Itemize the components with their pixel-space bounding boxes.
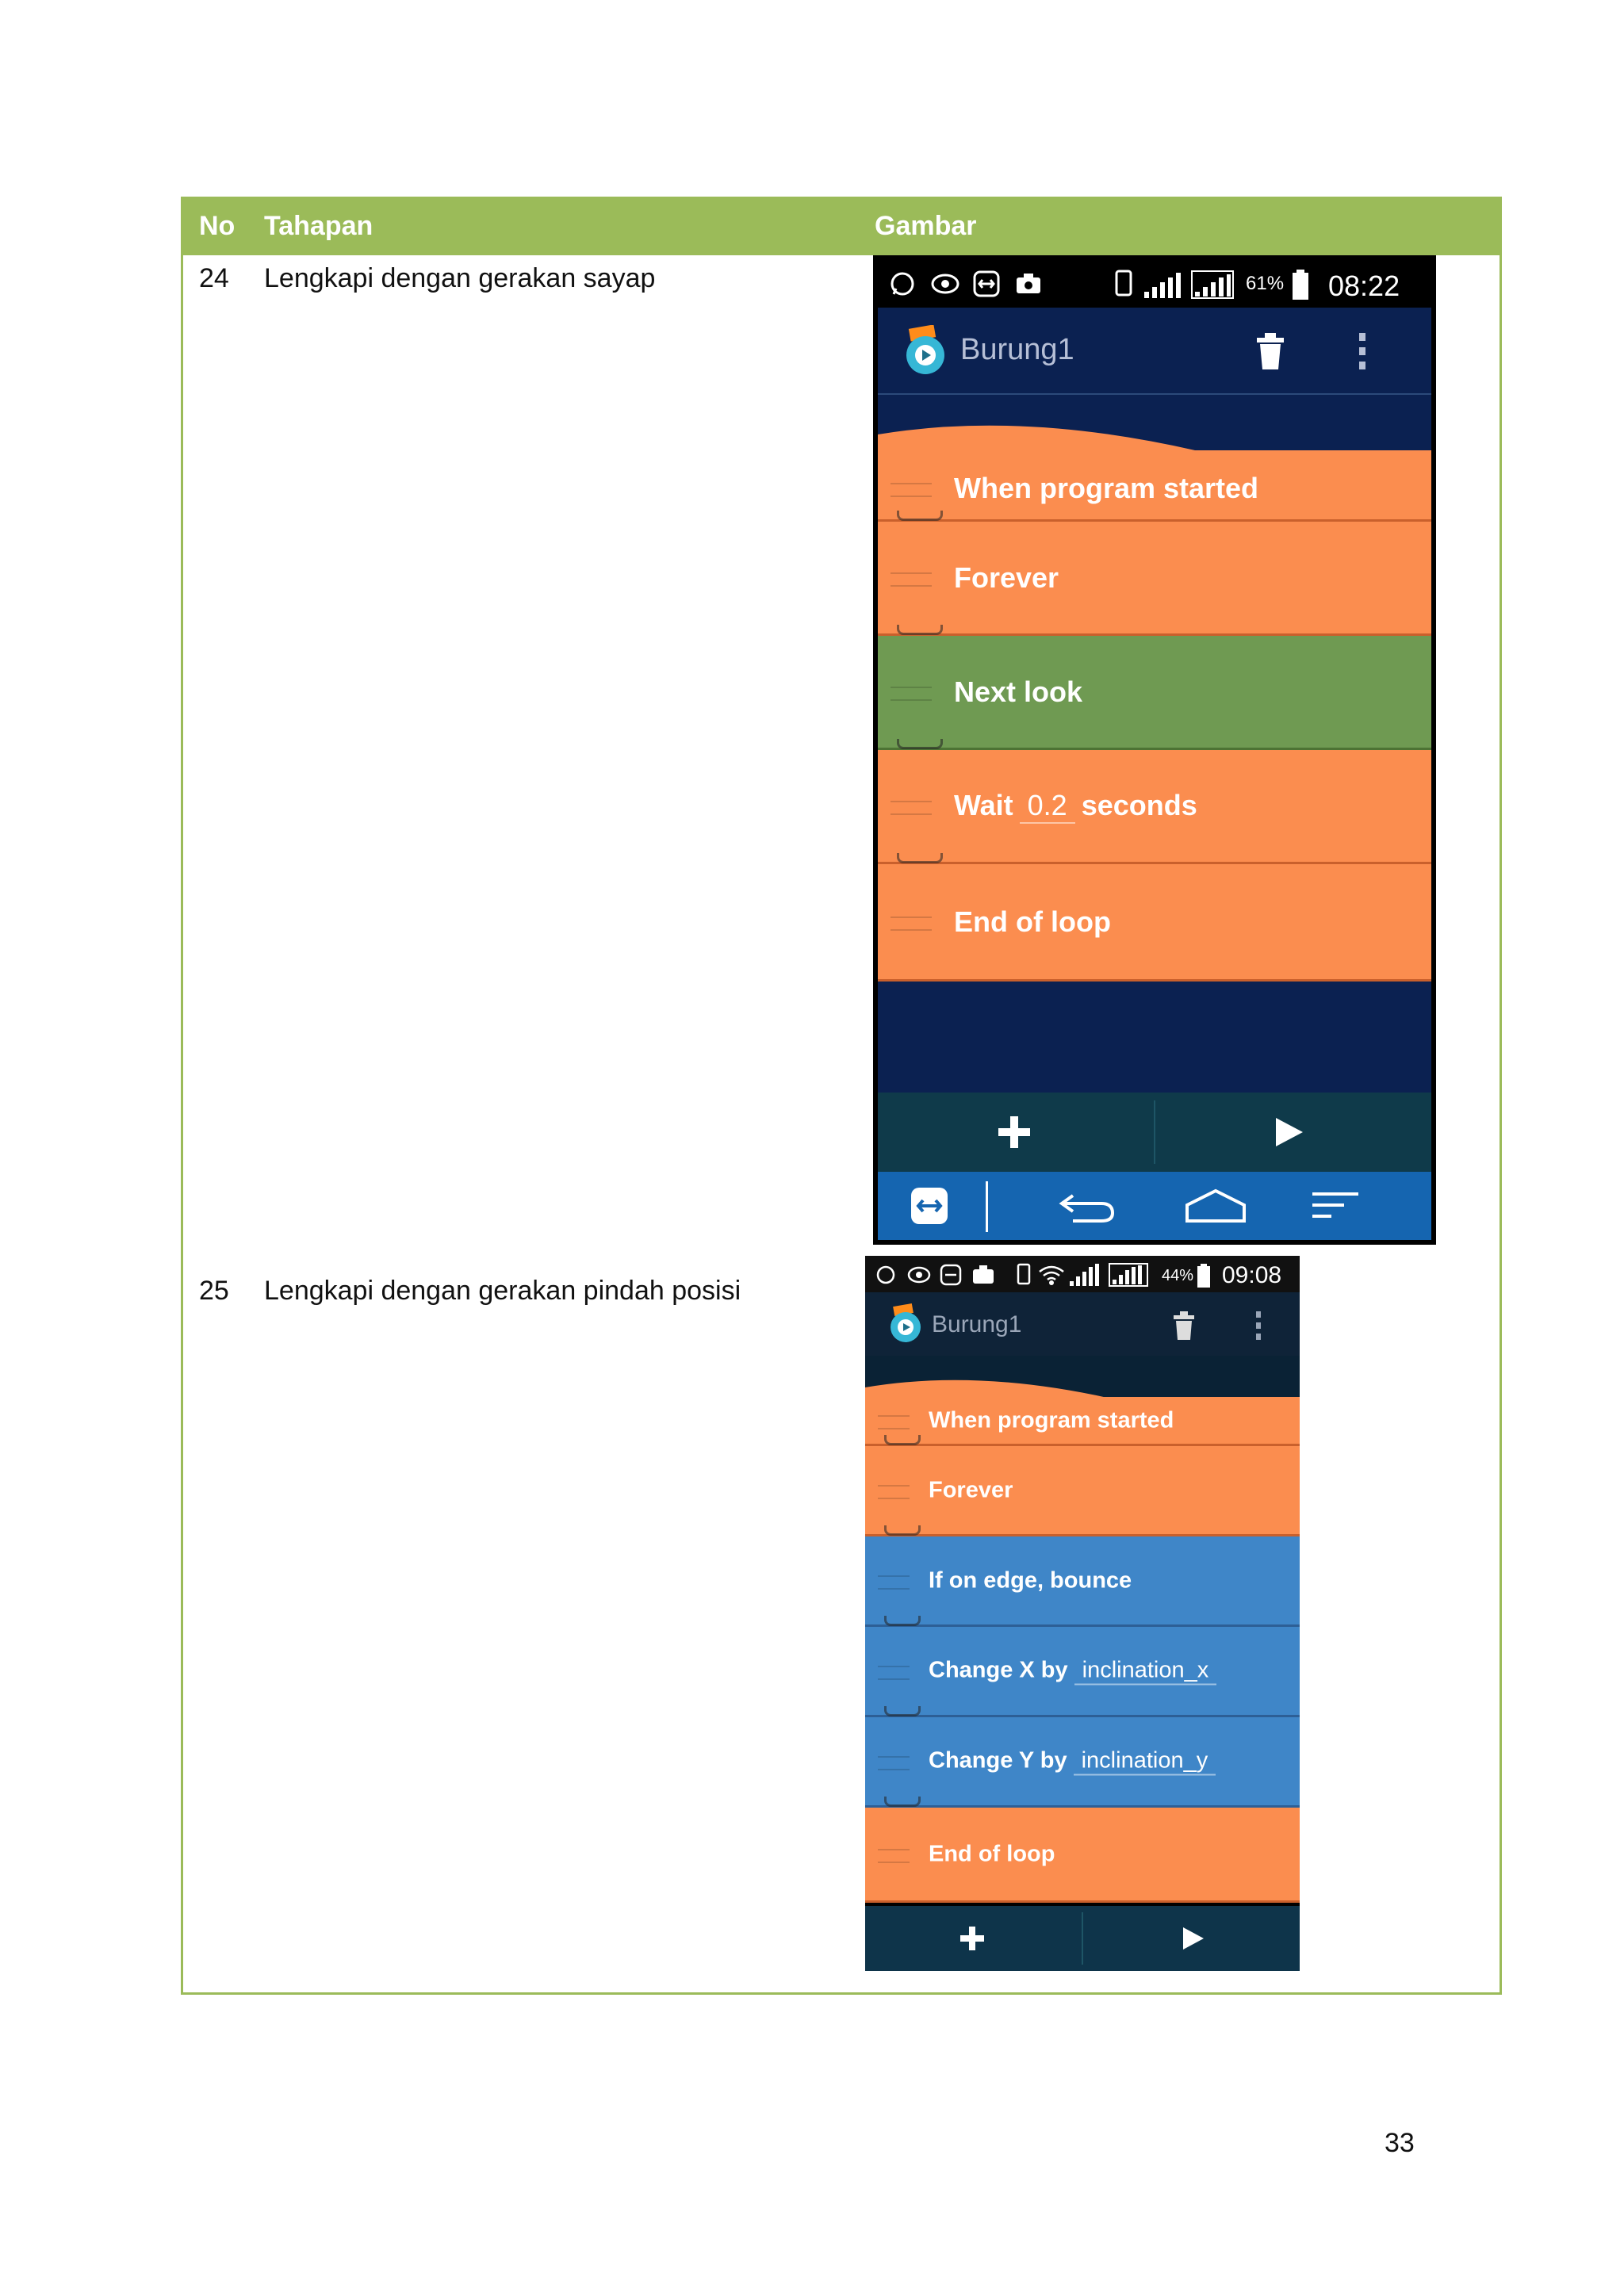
add-icon[interactable] — [997, 1115, 1032, 1150]
trash-icon[interactable] — [1171, 1310, 1197, 1341]
pocketcode-logo-icon — [902, 325, 949, 377]
row-25-step: Lengkapi dengan gerakan pindah posisi — [264, 1276, 741, 1306]
header-gambar: Gambar — [875, 211, 977, 241]
clock: 09:08 — [1222, 1262, 1282, 1288]
battery-percent: 61% — [1246, 273, 1285, 294]
battery-icon — [1290, 268, 1311, 301]
brick-grip — [878, 1849, 910, 1863]
brick-grip — [878, 1575, 910, 1590]
app-bar — [878, 308, 1431, 395]
brick-grip — [878, 1415, 910, 1429]
camera-icon — [971, 1264, 995, 1286]
action-divider — [1154, 1100, 1155, 1164]
app-title: Burung1 — [960, 333, 1074, 366]
teamviewer-icon — [940, 1264, 962, 1286]
signal-icon — [1068, 1262, 1154, 1288]
brick-notch — [897, 511, 943, 521]
brick-when-program-started[interactable] — [878, 457, 1431, 522]
row-24-step: Lengkapi dengan gerakan sayap — [264, 263, 656, 293]
wait-value-field[interactable]: 0.2 — [1020, 789, 1075, 824]
overflow-menu-icon[interactable] — [1254, 1310, 1263, 1341]
table-header — [183, 199, 1500, 255]
phone-screenshot-1 — [873, 255, 1436, 1245]
brick-grip — [891, 801, 932, 815]
pocketcode-logo-icon — [887, 1303, 924, 1345]
brick-forever[interactable] — [878, 522, 1431, 636]
brick-end-of-loop[interactable] — [865, 1808, 1300, 1903]
wait-label: Wait — [954, 788, 1013, 821]
brick-end-of-loop[interactable] — [878, 864, 1431, 982]
battery-percent: 44% — [1162, 1267, 1194, 1284]
change-x-label: Change X by — [929, 1657, 1068, 1682]
brick-notch — [884, 1706, 921, 1716]
back-icon[interactable] — [1057, 1189, 1116, 1224]
change-y-label: Change Y by — [929, 1747, 1067, 1773]
phone-screenshot-2 — [865, 1256, 1300, 1971]
brick-label: Forever — [929, 1477, 1013, 1502]
brick-label: Forever — [954, 561, 1059, 594]
brick-label — [929, 1747, 1222, 1775]
bottom-action-bar — [878, 1093, 1431, 1172]
add-icon[interactable] — [959, 1925, 986, 1952]
nav-divider — [986, 1181, 988, 1232]
row-25-no: 25 — [199, 1276, 229, 1306]
wifi-icon — [1038, 1264, 1065, 1286]
brick-grip — [891, 916, 932, 931]
eye-icon — [930, 272, 960, 296]
brick-label: When program started — [929, 1407, 1174, 1433]
change-y-value-field[interactable]: inclination_y — [1074, 1747, 1216, 1775]
android-nav-bar — [878, 1172, 1431, 1240]
whatsapp-icon — [875, 1264, 897, 1286]
page-number: 33 — [1385, 2128, 1415, 2158]
teamviewer-icon[interactable] — [910, 1186, 949, 1226]
play-icon[interactable] — [1271, 1115, 1306, 1150]
wait-suffix: seconds — [1081, 788, 1197, 821]
script-canvas — [878, 395, 1431, 1093]
brick-label: When program started — [954, 471, 1259, 504]
recent-apps-icon[interactable] — [1311, 1189, 1362, 1224]
brick-grip — [891, 572, 932, 587]
brick-if-on-edge-bounce[interactable] — [865, 1536, 1300, 1627]
hat-brick-top — [878, 419, 1431, 458]
brick-notch — [897, 625, 943, 635]
teamviewer-icon — [973, 270, 1000, 297]
header-no: No — [199, 211, 236, 241]
brick-label: If on edge, bounce — [929, 1567, 1132, 1593]
brick-next-look[interactable] — [878, 636, 1431, 750]
brick-notch — [884, 1797, 921, 1807]
row-24-no: 24 — [199, 263, 229, 293]
play-icon[interactable] — [1179, 1925, 1206, 1952]
brick-notch — [897, 853, 943, 863]
brick-grip — [878, 1756, 910, 1770]
brick-label: End of loop — [929, 1841, 1055, 1866]
brick-change-y[interactable] — [865, 1717, 1300, 1808]
brick-notch — [884, 1616, 921, 1626]
header-tahapan: Tahapan — [264, 211, 373, 241]
app-title: Burung1 — [932, 1311, 1022, 1337]
brick-change-x[interactable] — [865, 1627, 1300, 1717]
brick-wait[interactable] — [878, 750, 1431, 864]
brick-when-program-started[interactable] — [865, 1397, 1300, 1446]
eye-icon — [906, 1265, 932, 1284]
brick-grip — [878, 1485, 910, 1499]
script-canvas — [865, 1356, 1300, 1895]
brick-grip — [891, 687, 932, 701]
bottom-action-bar — [865, 1906, 1300, 1971]
signal-icon — [1143, 270, 1238, 300]
brick-label: Next look — [954, 675, 1083, 708]
brick-notch — [884, 1435, 921, 1445]
brick-grip — [891, 483, 932, 497]
brick-label — [954, 789, 1197, 824]
brick-grip — [878, 1666, 910, 1680]
status-bar — [878, 260, 1431, 308]
whatsapp-icon — [889, 270, 916, 297]
phone-icon — [1016, 1263, 1033, 1287]
clock: 08:22 — [1328, 270, 1400, 302]
status-bar — [865, 1256, 1300, 1292]
brick-notch — [897, 739, 943, 749]
home-icon[interactable] — [1184, 1188, 1247, 1224]
app-bar — [865, 1292, 1300, 1356]
battery-icon — [1195, 1262, 1212, 1289]
brick-forever[interactable] — [865, 1446, 1300, 1536]
brick-notch — [884, 1525, 921, 1536]
camera-icon — [1014, 271, 1043, 297]
trash-icon[interactable] — [1254, 331, 1287, 371]
change-x-value-field[interactable]: inclination_x — [1074, 1657, 1217, 1685]
brick-label — [929, 1657, 1223, 1685]
action-divider — [1082, 1912, 1083, 1965]
overflow-menu-icon[interactable] — [1357, 331, 1368, 371]
brick-label: End of loop — [954, 905, 1111, 938]
phone-icon — [1113, 270, 1136, 298]
